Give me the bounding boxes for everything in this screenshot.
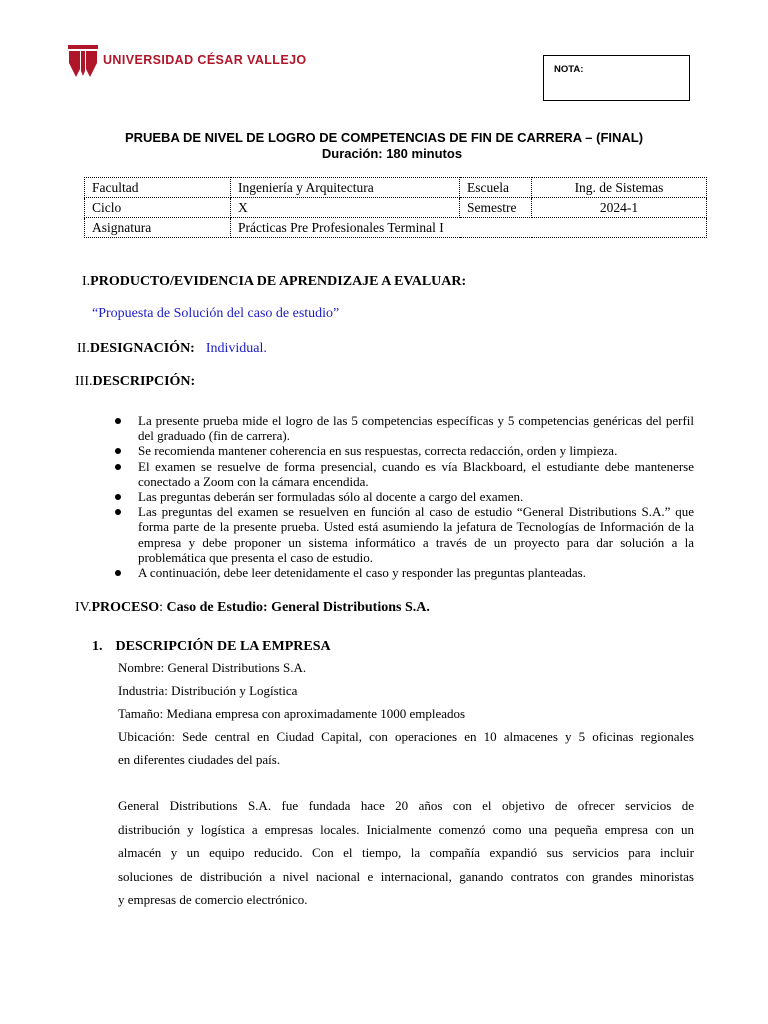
section-1-value: “Propuesta de Solución del caso de estudio” (92, 306, 340, 321)
paragraph-line: almacén y un equipo reducido. Con el tiempo, la compañía expandió sus servicios para incluir (118, 845, 694, 860)
table-cell: Ingeniería y Arquitectura (231, 178, 460, 198)
table-cell: Ing. de Sistemas (532, 178, 707, 198)
company-heading (92, 639, 331, 655)
heading-number: 1. (92, 639, 103, 654)
paragraph-line: General Distributions S.A. fue fundada hace 20 años con el objetivo de ofrecer servicios de (118, 798, 694, 813)
university-logo (67, 43, 307, 83)
section-title: PRODUCTO/EVIDENCIA DE APRENDIZAJE A EVALUAR: (90, 274, 467, 289)
section-3-heading (75, 374, 195, 390)
table-cell: Asignatura (85, 218, 231, 238)
section-number: II. (77, 341, 90, 356)
description-list (110, 413, 694, 580)
company-location: Ubicación: Sede central en Ciudad Capital, con operaciones en 10 almacenes y 5 oficinas regionales (118, 729, 694, 744)
section-number: IV. (75, 600, 92, 615)
section-2-heading (77, 341, 267, 357)
section-number: I. (82, 274, 91, 289)
table-row (85, 198, 707, 218)
company-size: Tamaño: Mediana empresa con aproximadamente 1000 empleados (118, 706, 466, 721)
section-separator: : (159, 600, 167, 615)
list-item: Se recomienda mantener coherencia en sus respuestas, correcta redacción, orden y limpieza. (110, 443, 694, 458)
list-item: Las preguntas deberán ser formuladas sólo al docente a cargo del examen. (110, 489, 694, 504)
table-row (85, 178, 707, 198)
list-item: La presente prueba mide el logro de las 5 competencias específicas y 5 competencias genéricas del perfil del graduado (fin de carrera). (110, 413, 694, 443)
ucv-shield-icon (67, 43, 99, 83)
paragraph-line: distribución y logística a empresas locales. Inicialmente comenzó como una pequeña empresa con un (118, 821, 694, 837)
table-cell: Escuela (460, 178, 532, 198)
table-cell: Facultad (85, 178, 231, 198)
company-name: Nombre: General Distributions S.A. (118, 660, 307, 675)
table-cell: Ciclo (85, 198, 231, 218)
paragraph-line: y empresas de comercio electrónico. (118, 892, 308, 907)
table-cell: X (231, 198, 460, 218)
section-subtitle: Caso de Estudio: General Distributions S.A. (166, 600, 430, 615)
course-info-table (84, 177, 707, 238)
exam-title: PRUEBA DE NIVEL DE LOGRO DE COMPETENCIAS DE FIN DE CARRERA – (FINAL) (124, 130, 644, 145)
company-history-paragraph (118, 794, 694, 912)
section-title: DESCRIPCIÓN: (92, 374, 196, 389)
company-location-cont: en diferentes ciudades del país. (118, 752, 281, 767)
grade-box (543, 55, 690, 101)
exam-duration: Duración: 180 minutos (321, 146, 463, 161)
section-title: DESIGNACIÓN: (89, 341, 195, 356)
list-item: A continuación, debe leer detenidamente el caso y responder las preguntas planteadas. (110, 565, 694, 580)
company-facts (118, 656, 694, 771)
section-number: III. (75, 374, 93, 389)
section-title: PROCESO (91, 600, 160, 615)
section-4-heading (75, 600, 430, 616)
table-row (85, 218, 707, 238)
table-cell: Semestre (460, 198, 532, 218)
university-name: UNIVERSIDAD CÉSAR VALLEJO (103, 53, 307, 67)
section-1-heading (82, 274, 466, 290)
paragraph-line: soluciones de distribución a nivel nacional e internacional, ganando contratos con grandes minoristas (118, 868, 694, 884)
section-value: Individual. (205, 341, 267, 356)
company-industry: Industria: Distribución y Logística (118, 683, 298, 698)
table-cell: 2024-1 (532, 198, 707, 218)
heading-title: DESCRIPCIÓN DE LA EMPRESA (115, 639, 331, 654)
grade-label: NOTA: (554, 64, 584, 75)
table-cell: Prácticas Pre Profesionales Terminal I (231, 218, 707, 238)
list-item: El examen se resuelve de forma presencial, cuando es vía Blackboard, el estudiante debe mantenerse conectado a Zoom con la cámara encendida. (110, 459, 694, 489)
list-item: Las preguntas del examen se resuelven en función al caso de estudio “General Distributions S.A.” que forma parte de la presente prueba. Usted está asumiendo la jefatura de Tecnologías de Información de la empresa y debe proponer un sistema informático a través de un proyecto para dar solución a la problemática que presenta el caso de estudio. (110, 504, 694, 565)
